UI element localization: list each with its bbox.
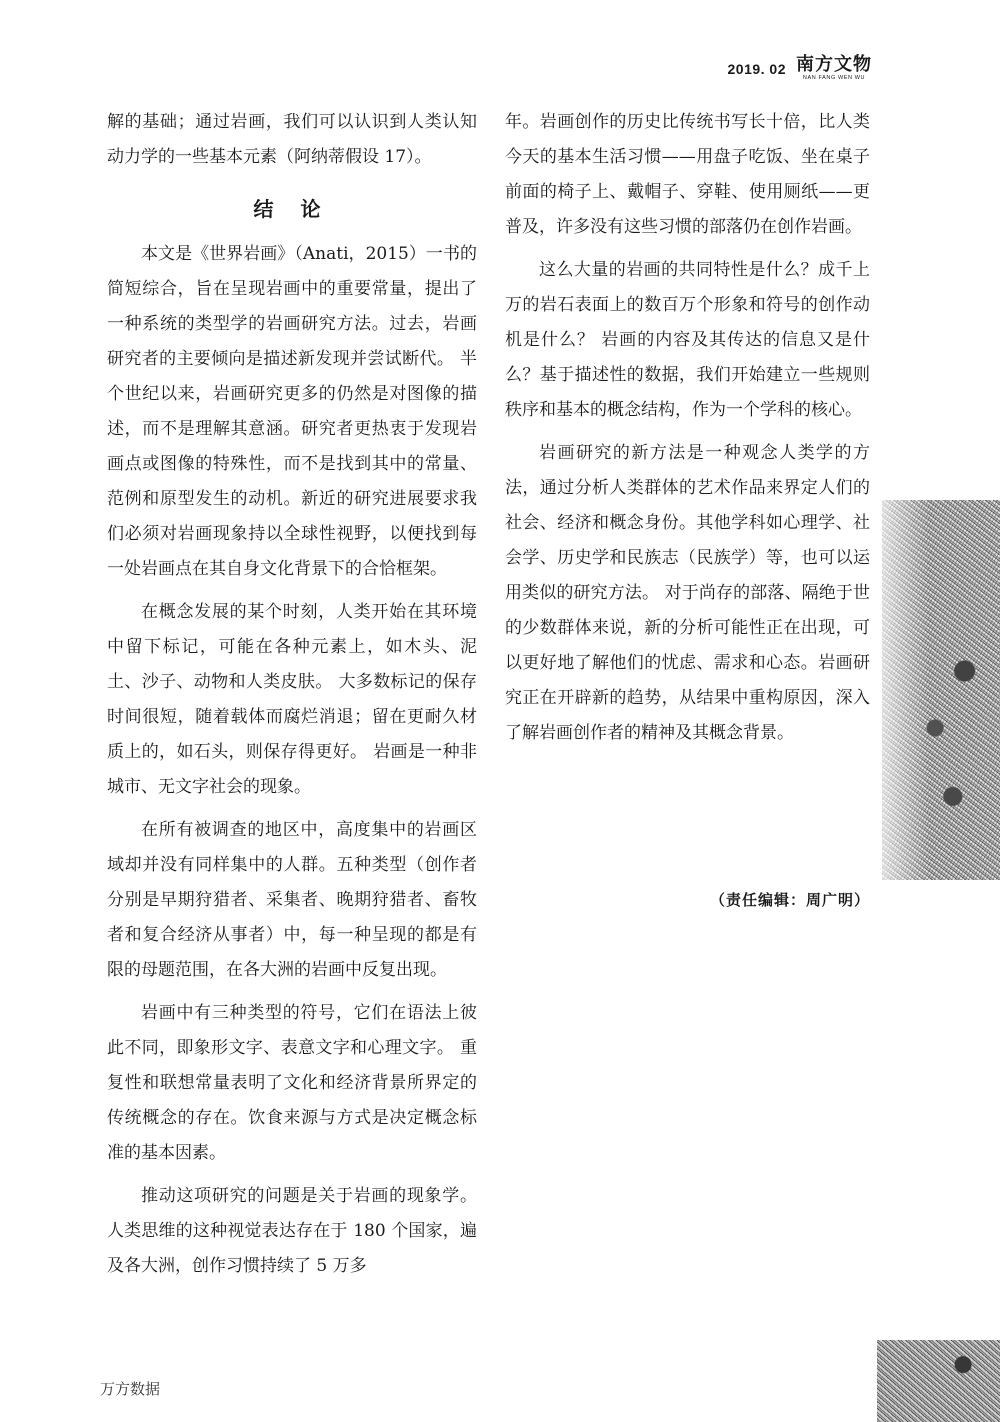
paragraph: 这么大量的岩画的共同特性是什么？成千上万的岩石表面上的数百万个形象和符号的创作动机是什么？ 岩画的内容及其传达的信息又是什么？基于描述性的数据，我们开始建立一些规则秩序和基本的概念结构，作为一个学科的核心。 [505,260,870,420]
left-column [107,105,477,1292]
paragraph-continuation: 解的基础；通过岩画，我们可以认识到人类认知动力学的一些基本元素（阿纳蒂假设 17）。 [107,112,477,167]
section-heading-conclusion: 结 论 [253,197,331,221]
watermark: 万方数据 [100,1380,161,1398]
paragraph-continuation: 年。岩画创作的历史比传统书写长十倍，比人类今天的基本生活习惯——用盘子吃饭、坐在桌子前面的椅子上、戴帽子、穿鞋、使用厕纸——更普及，许多没有这些习惯的部落仍在创作岩画。 [505,112,870,237]
journal-pinyin: NAN FANG WEN WU [802,75,866,81]
paragraph: 岩画中有三种类型的符号，它们在语法上彼此不同，即象形文字、表意文字和心理文字。 重复性和联想常量表明了文化和经济背景所界定的传统概念的存在。饮食来源与方式是决定概念标准的基本因素。 [107,1003,477,1163]
right-column [505,105,870,759]
journal-logo [796,56,872,82]
paragraph: 在所有被调查的地区中，高度集中的岩画区域却并没有同样集中的人群。五种类型（创作者分别是早期狩猎者、采集者、晚期狩猎者、畜牧者和复合经济从事者）中，每一种呈现的都是有限的母题范围，在各大洲的岩画中反复出现。 [107,820,477,980]
page-header [728,56,873,82]
issue-number: 2019. 02 [727,60,786,77]
scan-corner-noise [877,1340,1000,1422]
editor-credit: （责任编辑：周广明） [709,892,870,909]
paragraph: 推动这项研究的问题是关于岩画的现象学。 人类思维的这种视觉表达存在于 180 个国家，遍及各大洲，创作习惯持续了 5 万多 [107,1186,477,1276]
journal-name: 南方文物 [796,54,872,75]
paragraph: 本文是《世界岩画》（Anati，2015）一书的简短综合，旨在呈现岩画中的重要常量，提出了一种系统的类型学的岩画研究方法。过去，岩画研究者的主要倾向是描述新发现并尝试断代。 半个世纪以来，岩画研究更多的仍然是对图像的描述，而不是理解其意涵。研究者更热衷于发现岩画点或图像的特殊性，而不是找到其中的常量、范例和原型发生的动机。新近的研究进展要求我们必须对岩画现象持以全球性视野，以便找到每一处岩画点在其自身文化背景下的合恰框架。 [107,244,477,579]
paragraph: 岩画研究的新方法是一种观念人类学的方法，通过分析人类群体的艺术作品来界定人们的社会、经济和概念身份。其他学科如心理学、社会学、历史学和民族志（民族学）等，也可以运用类似的研究方法。 对于尚存的部落、隔绝于世的少数群体来说，新的分析可能性正在出现，可以更好地了解他们的忧虑、需求和心态。岩画研究正在开辟新的趋势，从结果中重构原因，深入了解岩画创作者的精神及其概念背景。 [505,443,870,743]
scan-edge-fade [882,500,1000,880]
paragraph: 在概念发展的某个时刻，人类开始在其环境中留下标记，可能在各种元素上，如木头、泥土、沙子、动物和人类皮肤。 大多数标记的保存时间很短，随着载体而腐烂消退；留在更耐久材质上的，如石头，则保存得更好。 岩画是一种非城市、无文字社会的现象。 [107,602,477,797]
